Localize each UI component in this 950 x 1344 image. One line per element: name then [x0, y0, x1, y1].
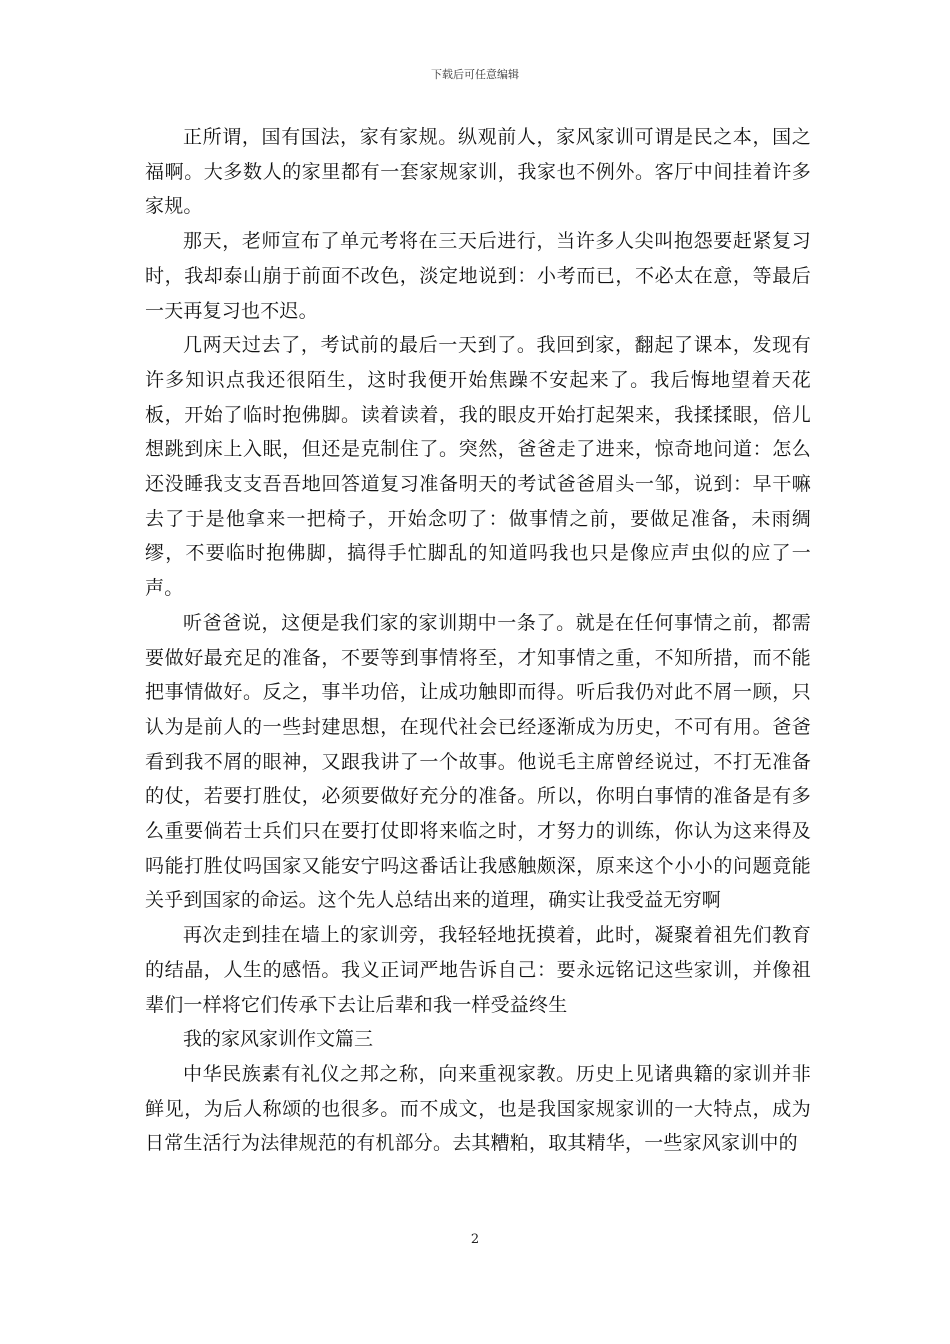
- page-number: 2: [470, 1232, 480, 1247]
- page-header-note: 下载后可任意编辑: [431, 68, 519, 81]
- paragraph-3: 几两天过去了，考试前的最后一天到了。我回到家，翻起了课本，发现有许多知识点我还很陌生，这时我便开始焦躁不安起来了。我后悔地望着天花板，开始了临时抱佛脚。读着读着，我的眼皮开始打起架来，我揉揉眼，倍儿想跳到床上入眠，但还是克制住了。突然，爸爸走了进来，惊奇地问道：怎么还没睡我支支吾吾地回答道复习准备明天的考试爸爸眉头一邹，说到：早干嘛去了于是他拿来一把椅子，开始念叨了：做事情之前，要做足准备，未雨绸缪，不要临时抱佛脚，搞得手忙脚乱的知道吗我也只是像应声虫似的应了一声。: [145, 334, 811, 600]
- paragraph-6: 中华民族素有礼仪之邦之称，向来重视家教。历史上见诸典籍的家训并非鲜见，为后人称颂的也很多。而不成文，也是我国家规家训的一大特点，成为日常生活行为法律规范的有机部分。去其糟粕，取其精华，一些家风家训中的: [145, 1062, 811, 1155]
- section-title: 我的家风家训作文篇三: [183, 1028, 374, 1051]
- paragraph-1: 正所谓，国有国法，家有家规。纵观前人，家风家训可谓是民之本，国之福啊。大多数人的家里都有一套家规家训，我家也不例外。客厅中间挂着许多家规。: [145, 126, 811, 218]
- document-body: [145, 120, 811, 1161]
- paragraph-4: 听爸爸说，这便是我们家的家训期中一条了。就是在任何事情之前，都需要做好最充足的准备，不要等到事情将至，才知事情之重，不知所措，而不能把事情做好。反之，事半功倍，让成功触即而得。听后我仍对此不屑一顾，只认为是前人的一些封建思想，在现代社会已经逐渐成为历史，不可有用。爸爸看到我不屑的眼神，又跟我讲了一个故事。他说毛主席曾经说过，不打无准备的仗，若要打胜仗，必须要做好充分的准备。所以，你明白事情的准备是有多么重要倘若士兵们只在要打仗即将来临之时，才努力的训练，你认为这来得及吗能打胜仗吗国家又能安宁吗这番话让我感触颇深，原来这个小小的问题竟能关乎到国家的命运。这个先人总结出来的道理，确实让我受益无穷啊: [145, 611, 811, 912]
- paragraph-5: 再次走到挂在墙上的家训旁，我轻轻地抚摸着，此时，凝聚着祖先们教育的结晶，人生的感悟。我义正词严地告诉自己：要永远铭记这些家训，并像祖辈们一样将它们传承下去让后辈和我一样受益终生: [145, 924, 811, 1016]
- paragraph-2: 那天，老师宣布了单元考将在三天后进行，当许多人尖叫抱怨要赶紧复习时，我却泰山崩于前面不改色，淡定地说到：小考而已，不必太在意，等最后一天再复习也不迟。: [145, 230, 811, 322]
